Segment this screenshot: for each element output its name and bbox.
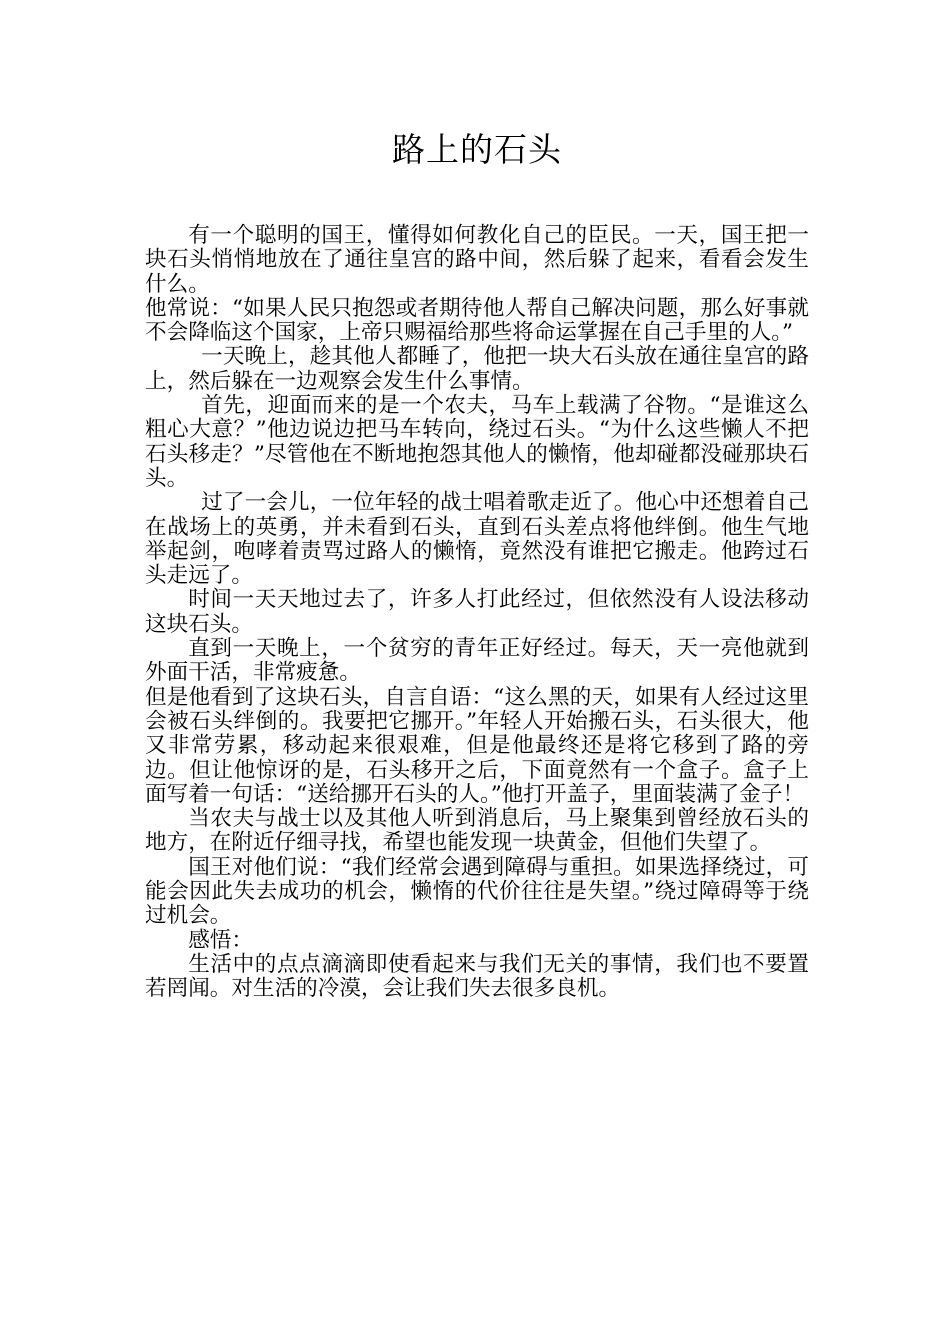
paragraph-5: 过了一会儿，一位年轻的战士唱着歌走近了。他心中还想着自己在战场上的英勇，并未看到石头，直到石头差点将他绊倒。他生气地举起剑，咆哮着责骂过路人的懒惰，竟然没有谁把它搬走。他跨过石头走远了。 xyxy=(145,490,809,589)
paragraph-1: 有一个聪明的国王，懂得如何教化自己的臣民。一天，国王把一块石头悄悄地放在了通往皇宫的路中间，然后躲了起来，看看会发生什么。 xyxy=(145,223,809,297)
document-page xyxy=(145,0,809,1344)
document-title: 路上的石头 xyxy=(392,130,562,169)
paragraph-3: 一天晚上，趁其他人都睡了，他把一块大石头放在通往皇宫的路上，然后躲在一边观察会发生什么事情。 xyxy=(145,344,809,394)
paragraph-2: 他常说：“如果人民只抱怨或者期待他人帮自己解决问题，那么好事就不会降临这个国家，上帝只赐福给那些将命运掌握在自己手里的人。” xyxy=(145,295,809,346)
paragraph-4: 首先，迎面而来的是一个农夫，马车上载满了谷物。“是谁这么粗心大意？”他边说边把马车转向，绕过石头。“为什么这些懒人不把石头移走？”尽管他在不断地抱怨其他人的懒惰，他却碰都没碰那块石头。 xyxy=(145,393,809,491)
paragraph-6: 时间一天天地过去了，许多人打此经过，但依然没有人设法移动这块石头。 xyxy=(145,587,809,637)
paragraph-10: 国王对他们说：“我们经常会遇到障碍与重担。如果选择绕过，可能会因此失去成功的机会，懒惰的代价往往是失望。”绕过障碍等于绕过机会。 xyxy=(145,854,809,929)
paragraph-9: 当农夫与战士以及其他人听到消息后，马上聚集到曾经放石头的地方，在附近仔细寻找，希望也能发现一块黄金，但他们失望了。 xyxy=(145,806,809,856)
paragraph-12: 生活中的点点滴滴即使看起来与我们无关的事情，我们也不要置若罔闻。对生活的冷漠，会让我们失去很多良机。 xyxy=(145,951,809,1002)
paragraph-8: 但是他看到了这块石头，自言自语：“这么黑的天，如果有人经过这里会被石头绊倒的。我要把它挪开。”年轻人开始搬石头，石头很大，他又非常劳累，移动起来很艰难，但是他最终还是将它移到了路的旁边。但让他惊讶的是，石头移开之后，下面竟然有一个盒子。盒子上面写着一句话：“送给挪开石头的人。”他打开盖子，里面装满了金子！ xyxy=(145,684,809,807)
paragraph-11: 感悟： xyxy=(188,927,253,953)
paragraph-7: 直到一天晚上，一个贫穷的青年正好经过。每天，天一亮他就到外面干活，非常疲惫。 xyxy=(145,636,809,686)
document-body xyxy=(145,224,809,1002)
